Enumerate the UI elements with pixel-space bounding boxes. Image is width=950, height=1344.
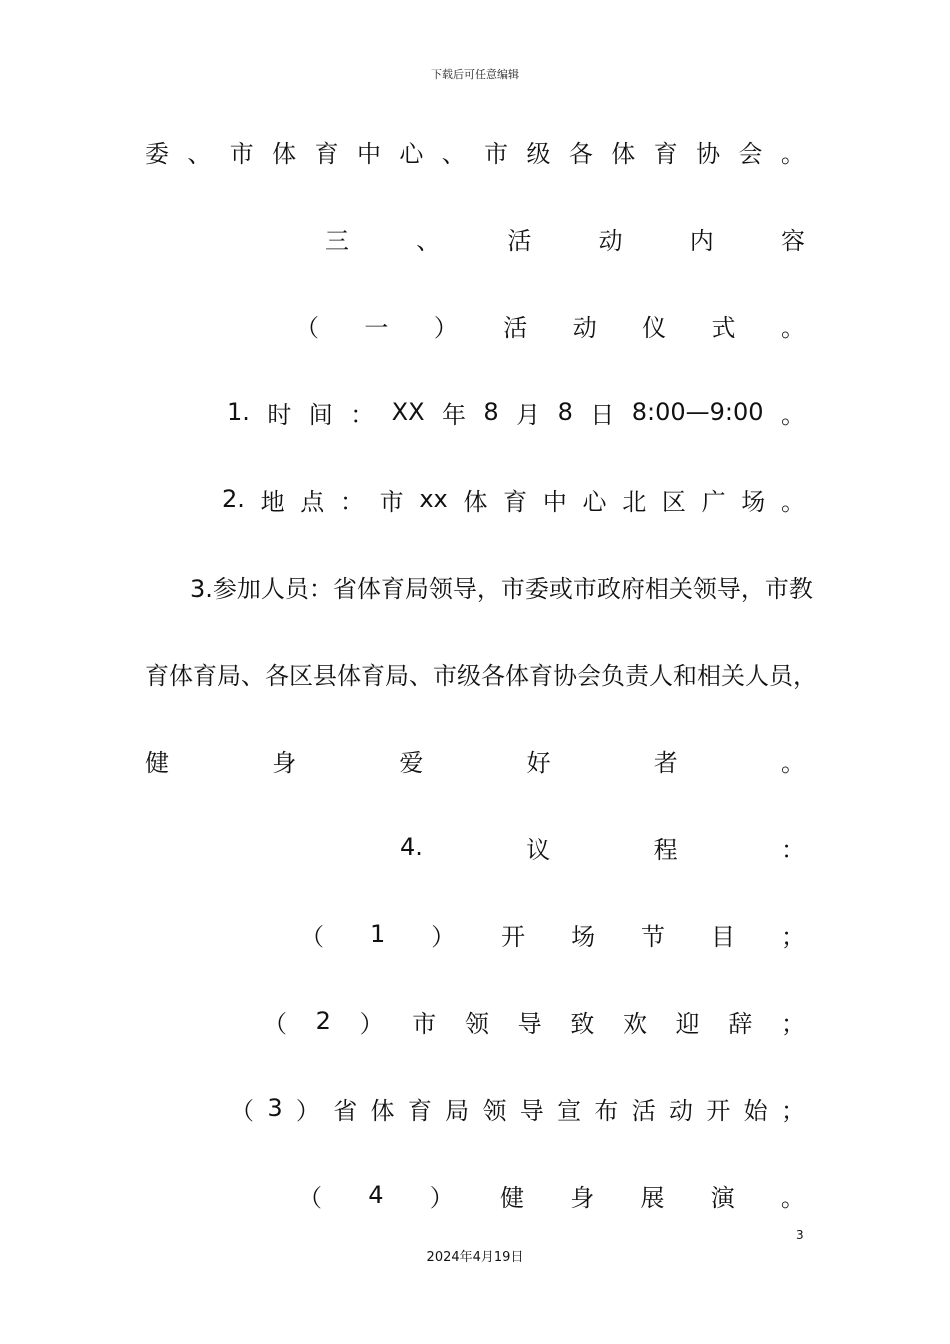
text-token: 8 [557, 398, 573, 426]
text-token: 式 [711, 313, 736, 342]
text-token: ： [339, 487, 364, 516]
text-token: 广 [701, 487, 726, 516]
text-token: 委 [145, 139, 169, 168]
text-token: ； [781, 1009, 805, 1038]
text-token: 4 [368, 1181, 384, 1209]
text-token: 2. [222, 485, 245, 513]
item-agenda [400, 827, 805, 867]
text-token: 。 [780, 748, 805, 777]
text-token: 布 [594, 1096, 619, 1125]
text-token: 容 [780, 226, 805, 255]
text-token: 、 [441, 139, 466, 168]
text-token: 中 [356, 139, 381, 168]
text-token: 中 [542, 487, 567, 516]
text-token: 区 [661, 487, 686, 516]
text-token: 。 [780, 1183, 805, 1212]
text-token: 市 [412, 1009, 437, 1038]
text-token: 始 [743, 1096, 768, 1125]
item-time [227, 392, 805, 432]
text-token: ： [350, 400, 375, 429]
text-token: 动 [598, 226, 623, 255]
text-token: 2 [315, 1007, 331, 1035]
text-token: 场 [741, 487, 766, 516]
text-token: 月 [516, 400, 541, 429]
text-token: 地 [260, 487, 285, 516]
text-token: 4. [400, 833, 423, 861]
text-token: 领 [464, 1009, 489, 1038]
text-token: 、 [187, 139, 212, 168]
text-token: 三 [325, 226, 349, 255]
text-token: 目 [711, 922, 735, 951]
text-token: 身 [272, 748, 297, 777]
text-token: 展 [640, 1183, 665, 1212]
page-header: 下载后可任意编辑 [431, 68, 519, 81]
text-token: ） [295, 1096, 320, 1125]
text-token: 、 [416, 226, 441, 255]
text-token: （ [230, 1096, 254, 1125]
text-token: 内 [689, 226, 714, 255]
text-token: 导 [519, 1096, 544, 1125]
text-token: 程 [653, 835, 678, 864]
text-token: 。 [780, 313, 805, 342]
text-token: 体 [272, 139, 297, 168]
page-footer-date: 2024年4月19日 [426, 1250, 524, 1265]
text-token: 间 [308, 400, 333, 429]
text-token: 育 [314, 139, 339, 168]
text-token: 协 [696, 139, 721, 168]
text-token: （ [295, 313, 319, 342]
item-participants: 3.参加人员：省体育局领导，市委或市政府相关领导，市教 [190, 574, 813, 603]
text-token: 节 [641, 922, 666, 951]
participants-end [145, 740, 805, 780]
text-token: 北 [622, 487, 647, 516]
text-token: 议 [526, 835, 551, 864]
text-token: 一 [364, 313, 389, 342]
text-token: （ [298, 1183, 322, 1212]
text-token: 1. [227, 398, 250, 426]
text-token: 各 [568, 139, 593, 168]
text-token: 场 [571, 922, 596, 951]
text-token: 开 [501, 922, 526, 951]
text-token: 宣 [557, 1096, 582, 1125]
text-token: 体 [611, 139, 636, 168]
agenda-item-4 [298, 1175, 805, 1215]
text-token: 欢 [622, 1009, 647, 1038]
text-token: 育 [653, 139, 678, 168]
agenda-item-1 [300, 914, 805, 954]
text-token: ） [359, 1009, 384, 1038]
section-heading-activity-content [325, 218, 805, 258]
text-token: 8 [483, 398, 499, 426]
text-token: 开 [706, 1096, 731, 1125]
text-token: XX [391, 398, 425, 426]
text-token: 会 [738, 139, 763, 168]
text-token: 动 [669, 1096, 694, 1125]
participants-continued: 育体育局、各区县体育局、市级各体育协会负责人和相关人员， [145, 661, 817, 690]
text-token: 动 [572, 313, 597, 342]
text-token: 体 [370, 1096, 395, 1125]
text-token: ； [780, 922, 805, 951]
text-token: 辞 [728, 1009, 753, 1038]
text-token: 迎 [675, 1009, 700, 1038]
agenda-item-3 [230, 1088, 805, 1128]
text-token: 省 [333, 1096, 358, 1125]
text-token: 者 [653, 748, 678, 777]
text-token: 育 [503, 487, 528, 516]
text-token: 8:00—9:00 [631, 398, 764, 426]
text-token: 。 [780, 400, 805, 429]
agenda-item-2 [263, 1001, 805, 1041]
text-token: ） [431, 922, 456, 951]
text-token: ； [780, 1096, 805, 1125]
item-location [222, 479, 805, 519]
text-token: 市 [379, 487, 404, 516]
text-token: 爱 [399, 748, 424, 777]
text-token: 好 [526, 748, 551, 777]
text-token: 体 [463, 487, 488, 516]
text-token: 育 [407, 1096, 432, 1125]
text-token: 心 [582, 487, 607, 516]
text-token: ： [780, 835, 805, 864]
text-token: （ [300, 922, 324, 951]
text-token: 时 [267, 400, 292, 429]
subsection-heading-ceremony [295, 305, 805, 345]
text-token: 。 [780, 487, 805, 516]
text-token: 仪 [642, 313, 667, 342]
text-token: 导 [517, 1009, 542, 1038]
text-token: （ [263, 1009, 287, 1038]
text-token: 。 [780, 139, 805, 168]
text-token: 活 [507, 226, 532, 255]
text-token: 局 [445, 1096, 470, 1125]
text-token: 1 [369, 920, 386, 948]
text-token: 市 [229, 139, 254, 168]
text-token: 心 [399, 139, 424, 168]
text-token: 年 [441, 400, 466, 429]
text-token: 活 [503, 313, 528, 342]
text-token: 领 [482, 1096, 507, 1125]
text-token: 市 [484, 139, 509, 168]
text-token: 演 [710, 1183, 735, 1212]
text-token: xx [419, 485, 448, 513]
text-token: 日 [590, 400, 615, 429]
text-token: 3 [267, 1094, 283, 1122]
text-token: 级 [526, 139, 551, 168]
text-token: 身 [570, 1183, 595, 1212]
text-token: 健 [499, 1183, 524, 1212]
text-line-1 [145, 131, 805, 171]
page-number: 3 [796, 1228, 804, 1242]
text-token: ） [429, 1183, 454, 1212]
text-token: ） [433, 313, 458, 342]
text-token: 点 [300, 487, 325, 516]
text-token: 健 [145, 748, 169, 777]
text-token: 致 [570, 1009, 595, 1038]
text-token: 活 [631, 1096, 656, 1125]
